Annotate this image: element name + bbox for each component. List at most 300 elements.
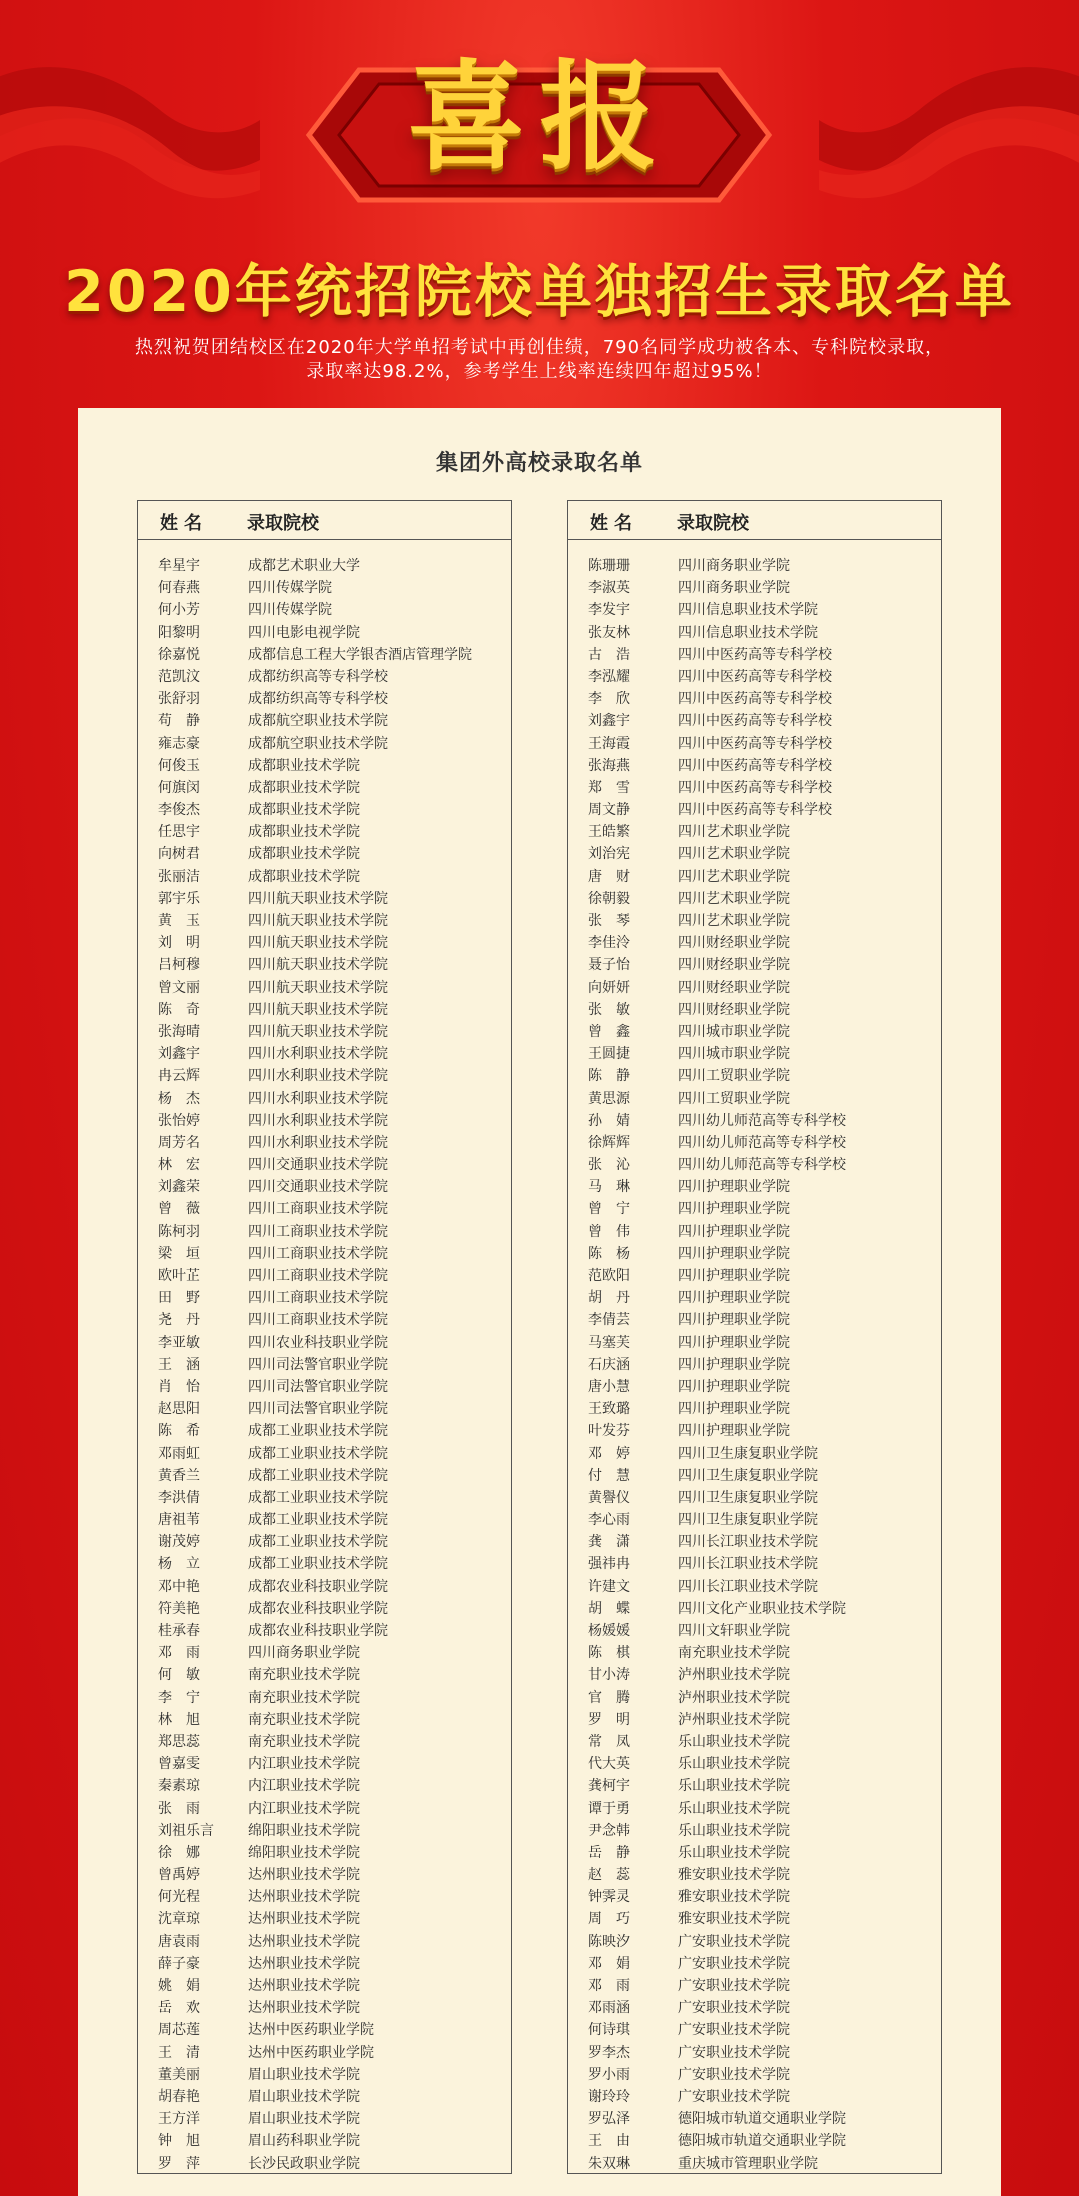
table-row: [568, 1463, 941, 1485]
table-row: [568, 731, 941, 753]
table-row: [138, 1374, 511, 1396]
student-name: 刘鑫荣: [158, 1179, 200, 1196]
admitted-school: 四川水利职业技术学院: [248, 1068, 388, 1085]
student-name: 陈映汐: [588, 1933, 630, 1950]
table-row: [568, 1574, 941, 1596]
admitted-school: 四川商务职业学院: [248, 1645, 360, 1662]
admitted-school: 雅安职业技术学院: [678, 1867, 790, 1884]
admitted-school: 成都工业职业技术学院: [248, 1489, 388, 1506]
admitted-school: 四川护理职业学院: [678, 1378, 790, 1395]
table-row: [138, 1662, 511, 1684]
admitted-school: 四川工商职业技术学院: [248, 1268, 388, 1284]
student-name: 尹念韩: [588, 1822, 630, 1839]
student-name: 李洪倩: [158, 1489, 200, 1506]
student-name: 何小芳: [158, 602, 200, 619]
table-row: [138, 1973, 511, 1995]
admitted-school: 广安职业技术学院: [678, 2088, 790, 2105]
table-row: [568, 797, 941, 819]
admitted-school: 四川工商职业技术学院: [248, 1312, 388, 1329]
table-row: [568, 1174, 941, 1196]
student-name: 薛子豪: [158, 1955, 200, 1972]
student-name: 罗 明: [588, 1711, 630, 1728]
student-name: 胡 蝶: [588, 1600, 630, 1617]
table-row: [138, 708, 511, 730]
table-row: [568, 1818, 941, 1840]
table-row: [568, 1840, 941, 1862]
student-name: 龚 潇: [588, 1534, 630, 1551]
table-row: [568, 2106, 941, 2128]
admitted-school: 广安职业技术学院: [678, 1955, 790, 1972]
table-row: [138, 553, 511, 575]
school-column-header: 录取院校: [247, 513, 319, 534]
table-row: [138, 1418, 511, 1440]
student-name: 常 凤: [588, 1733, 630, 1750]
table-row: [568, 1063, 941, 1085]
admitted-school: 四川艺术职业学院: [678, 890, 790, 907]
student-name: 郑 雪: [588, 779, 630, 796]
table-row: [138, 841, 511, 863]
table-row: [568, 1551, 941, 1573]
admitted-school: 泸州职业技术学院: [678, 1711, 790, 1728]
admitted-school: 重庆城市管理职业学院: [678, 2155, 818, 2172]
student-name: 谭于勇: [588, 1800, 630, 1817]
student-name: 曾文丽: [158, 979, 200, 996]
student-name: 王皓繁: [588, 824, 630, 841]
admitted-school: 四川财经职业学院: [678, 979, 790, 996]
table-row: [138, 1307, 511, 1329]
admitted-school: 成都艺术职业大学: [248, 558, 360, 574]
name-column-header: 姓名: [590, 513, 638, 534]
table-row: [138, 1751, 511, 1773]
table-row: [568, 753, 941, 775]
admitted-school: 四川护理职业学院: [678, 1401, 790, 1418]
table-row: [568, 1041, 941, 1063]
table-row: [568, 1241, 941, 1263]
table-row: [138, 686, 511, 708]
admitted-school: 乐山职业技术学院: [678, 1800, 790, 1817]
admitted-school: 四川城市职业学院: [678, 1023, 790, 1040]
student-name: 王海霞: [588, 735, 630, 752]
student-name: 杨 杰: [158, 1090, 200, 1107]
student-name: 陈柯羽: [158, 1223, 200, 1240]
table-row: [138, 2128, 511, 2150]
table-row: [568, 1995, 941, 2017]
student-name: 邓雨虹: [158, 1445, 200, 1462]
student-name: 张 敏: [588, 1001, 630, 1018]
table-row: [138, 1019, 511, 1041]
student-name: 唐 财: [588, 868, 630, 885]
table-row: [568, 1196, 941, 1218]
table-row: [138, 1818, 511, 1840]
table-row: [568, 620, 941, 642]
admitted-school: 四川护理职业学院: [678, 1223, 790, 1240]
student-name: 李发宇: [588, 602, 630, 619]
table-row: [568, 2062, 941, 2084]
admitted-school: 四川护理职业学院: [678, 1245, 790, 1262]
student-name: 尧 丹: [158, 1312, 200, 1329]
student-name: 欧叶芷: [158, 1268, 200, 1284]
admitted-school: 四川护理职业学院: [678, 1334, 790, 1351]
table-row: [568, 553, 941, 575]
table-row: [138, 2040, 511, 2062]
student-name: 周文静: [588, 802, 630, 819]
student-name: 王 由: [588, 2133, 630, 2150]
student-name: 陈 棋: [588, 1645, 630, 1662]
student-name: 赵思阳: [158, 1401, 200, 1418]
admitted-school: 成都职业技术学院: [248, 824, 360, 841]
table-row: [138, 797, 511, 819]
table-row: [138, 930, 511, 952]
student-name: 罗小雨: [588, 2066, 630, 2083]
student-name: 范欧阳: [588, 1268, 630, 1284]
table-row: [568, 1108, 941, 1130]
table-row: [138, 642, 511, 664]
student-name: 何春燕: [158, 580, 200, 597]
admitted-school: 四川交通职业技术学院: [248, 1157, 388, 1174]
table-row: [568, 1707, 941, 1729]
student-name: 李 欣: [588, 691, 630, 708]
table-row: [568, 1507, 941, 1529]
student-name: 胡春艳: [158, 2088, 200, 2105]
table-row: [138, 575, 511, 597]
student-name: 唐祖苇: [158, 1512, 200, 1529]
table-header: [568, 501, 941, 540]
table-row: [138, 1596, 511, 1618]
student-name: 李泓耀: [588, 668, 630, 685]
student-name: 李淑英: [588, 580, 630, 597]
admitted-school: 四川中医药高等专科学校: [678, 757, 832, 774]
table-row: [568, 575, 941, 597]
admitted-school: 四川航天职业技术学院: [248, 890, 388, 907]
admitted-school: 四川水利职业技术学院: [248, 1046, 388, 1063]
admitted-school: 达州职业技术学院: [248, 1867, 360, 1884]
table-row: [568, 1086, 941, 1108]
student-name: 张海晴: [158, 1023, 200, 1040]
admitted-school: 四川文轩职业学院: [678, 1623, 790, 1639]
admitted-school: 四川中医药高等专科学校: [678, 691, 832, 708]
admitted-school: 四川司法警官职业学院: [248, 1356, 388, 1373]
admitted-school: 四川幼儿师范高等专科学校: [678, 1112, 846, 1129]
student-name: 钟 旭: [158, 2133, 200, 2150]
table-row: [568, 1951, 941, 1973]
admitted-school: 四川卫生康复职业学院: [678, 1467, 818, 1484]
student-name: 徐嘉悦: [158, 646, 200, 663]
admitted-school: 四川护理职业学院: [678, 1312, 790, 1329]
table-row: [568, 1130, 941, 1152]
student-name: 何 敏: [158, 1667, 200, 1684]
table-row: [568, 1263, 941, 1285]
table-row: [568, 1019, 941, 1041]
student-name: 范凯汶: [158, 668, 200, 685]
admitted-school: 四川财经职业学院: [678, 957, 790, 974]
table-row: [138, 2017, 511, 2039]
table-row: [138, 1529, 511, 1551]
admitted-school: 南充职业技术学院: [248, 1667, 360, 1684]
admitted-school: 广安职业技术学院: [678, 2000, 790, 2017]
admitted-school: 成都职业技术学院: [248, 802, 360, 819]
table-row: [138, 1130, 511, 1152]
table-row: [568, 597, 941, 619]
table-row: [138, 1152, 511, 1174]
student-name: 王致璐: [588, 1401, 630, 1418]
admitted-school: 内江职业技术学院: [248, 1800, 360, 1817]
admitted-school: 四川卫生康复职业学院: [678, 1445, 818, 1462]
student-name: 阳黎明: [158, 624, 200, 641]
table-row: [138, 2151, 511, 2173]
student-name: 邓 雨: [588, 1978, 630, 1994]
student-name: 岳 静: [588, 1844, 630, 1861]
table-row: [568, 819, 941, 841]
admitted-school: 广安职业技术学院: [678, 2066, 790, 2083]
admitted-school: 四川卫生康复职业学院: [678, 1512, 818, 1529]
admitted-school: 广安职业技术学院: [678, 2044, 790, 2061]
table-row: [138, 1840, 511, 1862]
admitted-school: 乐山职业技术学院: [678, 1844, 790, 1861]
table-row: [568, 1219, 941, 1241]
student-name: 曾 伟: [588, 1223, 630, 1240]
admitted-school: 泸州职业技术学院: [678, 1689, 790, 1706]
student-name: 谢玲玲: [588, 2088, 630, 2105]
student-name: 林 宏: [158, 1157, 200, 1174]
admitted-school: 四川水利职业技术学院: [248, 1112, 388, 1129]
admitted-school: 成都航空职业技术学院: [248, 735, 388, 752]
table-row: [568, 664, 941, 686]
table-row: [138, 2084, 511, 2106]
admitted-school: 四川航天职业技术学院: [248, 957, 388, 974]
table-row: [138, 1995, 511, 2017]
table-row: [568, 975, 941, 997]
admitted-school: 成都纺织高等专科学校: [248, 691, 388, 708]
student-name: 孙 婧: [588, 1112, 630, 1129]
admitted-school: 雅安职业技术学院: [678, 1911, 790, 1928]
student-name: 刘 明: [158, 935, 200, 952]
table-row: [568, 1773, 941, 1795]
student-name: 周芯莲: [158, 2022, 200, 2039]
table-row: [138, 1773, 511, 1795]
table-row: [568, 686, 941, 708]
table-row: [138, 1551, 511, 1573]
student-name: 张 琴: [588, 913, 630, 929]
student-name: 秦素琼: [158, 1778, 200, 1795]
table-row: [138, 664, 511, 686]
right-rows: [568, 553, 941, 2173]
table-row: [568, 908, 941, 930]
table-row: [568, 1796, 941, 1818]
admitted-school: 四川艺术职业学院: [678, 868, 790, 885]
student-name: 徐辉辉: [588, 1134, 630, 1151]
student-name: 向妍妍: [588, 979, 630, 996]
table-row: [568, 1618, 941, 1640]
student-name: 沈章琼: [158, 1911, 200, 1928]
student-name: 邓 婷: [588, 1445, 630, 1462]
admitted-school: 南充职业技术学院: [248, 1711, 360, 1728]
table-row: [568, 1485, 941, 1507]
panel-title: 集团外高校录取名单: [435, 451, 643, 476]
admitted-school: 眉山职业技术学院: [248, 2066, 360, 2083]
student-name: 曾禹婷: [158, 1867, 200, 1884]
table-row: [138, 908, 511, 930]
student-name: 郑思蕊: [158, 1733, 200, 1750]
student-name: 王 涵: [158, 1356, 200, 1373]
table-row: [568, 1929, 941, 1951]
table-row: [138, 1707, 511, 1729]
admitted-school: 四川中医药高等专科学校: [678, 802, 832, 819]
admitted-school: 四川工商职业技术学院: [248, 1201, 388, 1218]
name-column-header: 姓名: [160, 513, 208, 534]
admitted-school: 四川工商职业技术学院: [248, 1245, 388, 1262]
admitted-school: 四川中医药高等专科学校: [678, 646, 832, 663]
right-admission-table: [567, 500, 942, 2174]
admitted-school: 四川水利职业技术学院: [248, 1134, 388, 1151]
student-name: 张海燕: [588, 757, 630, 774]
admitted-school: 四川护理职业学院: [678, 1423, 790, 1440]
admitted-school: 达州职业技术学院: [248, 1889, 360, 1906]
admitted-school: 四川司法警官职业学院: [248, 1378, 388, 1395]
admitted-school: 四川电影电视学院: [248, 624, 360, 641]
admitted-school: 长沙民政职业学院: [248, 2155, 360, 2172]
student-name: 徐朝毅: [588, 890, 630, 907]
student-name: 吕柯穆: [158, 957, 200, 974]
student-name: 张怡婷: [158, 1112, 200, 1129]
table-row: [568, 2040, 941, 2062]
admitted-school: 眉山职业技术学院: [248, 2088, 360, 2105]
table-row: [138, 1396, 511, 1418]
admitted-school: 四川财经职业学院: [678, 935, 790, 952]
admitted-school: 成都信息工程大学银杏酒店管理学院: [248, 646, 472, 663]
student-name: 陈 奇: [158, 1001, 200, 1018]
page-headline: 2020年统招院校单独招生录取名单: [64, 259, 1015, 325]
table-row: [568, 886, 941, 908]
table-row: [138, 1196, 511, 1218]
table-row: [138, 1685, 511, 1707]
table-row: [568, 1441, 941, 1463]
table-row: [138, 952, 511, 974]
student-name: 郭宇乐: [158, 890, 200, 907]
table-row: [138, 1086, 511, 1108]
student-name: 曾 宁: [588, 1201, 630, 1218]
admitted-school: 成都航空职业技术学院: [248, 713, 388, 730]
student-name: 杨媛媛: [588, 1623, 630, 1639]
table-row: [138, 1884, 511, 1906]
student-name: 马塞芙: [588, 1334, 630, 1351]
admitted-school: 四川农业科技职业学院: [248, 1334, 388, 1351]
table-row: [568, 1396, 941, 1418]
admitted-school: 四川商务职业学院: [678, 558, 790, 574]
admitted-school: 雅安职业技术学院: [678, 1889, 790, 1906]
student-name: 李佳泠: [588, 935, 630, 952]
table-row: [568, 2084, 941, 2106]
student-name: 马 琳: [588, 1179, 630, 1196]
admitted-school: 四川航天职业技术学院: [248, 1001, 388, 1018]
student-name: 雍志豪: [158, 735, 200, 752]
admitted-school: 达州职业技术学院: [248, 2000, 360, 2017]
student-name: 刘治宪: [588, 846, 630, 863]
admitted-school: 四川中医药高等专科学校: [678, 779, 832, 796]
student-name: 周芳名: [158, 1134, 200, 1151]
table-row: [138, 1352, 511, 1374]
subtitle-line-1: 热烈祝贺团结校区在2020年大学单招考试中再创佳绩，790名同学成功被各本、专科院校录取，: [134, 337, 945, 358]
table-row: [568, 2128, 941, 2150]
student-name: 强祎冉: [588, 1556, 630, 1573]
table-row: [138, 1285, 511, 1307]
table-row: [138, 975, 511, 997]
table-row: [138, 1263, 511, 1285]
table-row: [138, 1108, 511, 1130]
table-row: [568, 1285, 941, 1307]
table-row: [568, 1352, 941, 1374]
table-row: [568, 1596, 941, 1618]
table-row: [138, 1441, 511, 1463]
student-name: 向树君: [158, 846, 200, 863]
table-row: [568, 1884, 941, 1906]
student-name: 唐袁雨: [158, 1933, 200, 1950]
student-name: 徐 娜: [158, 1844, 200, 1861]
table-row: [568, 1973, 941, 1995]
table-row: [568, 1640, 941, 1662]
admitted-school: 绵阳职业技术学院: [248, 1822, 360, 1839]
table-row: [138, 620, 511, 642]
table-row: [568, 1906, 941, 1928]
table-row: [568, 2017, 941, 2039]
student-name: 张 沁: [588, 1157, 630, 1174]
admitted-school: 四川护理职业学院: [678, 1268, 790, 1284]
admitted-school: 四川长江职业技术学院: [678, 1578, 818, 1595]
admitted-school: 四川传媒学院: [248, 602, 332, 619]
admitted-school: 乐山职业技术学院: [678, 1822, 790, 1839]
student-name: 古 浩: [588, 646, 630, 663]
table-row: [138, 886, 511, 908]
admitted-school: 四川水利职业技术学院: [248, 1090, 388, 1107]
admitted-school: 四川艺术职业学院: [678, 913, 790, 929]
admitted-school: 成都职业技术学院: [248, 846, 360, 863]
admitted-school: 四川航天职业技术学院: [248, 935, 388, 952]
student-name: 黄譽仪: [588, 1489, 630, 1506]
table-row: [138, 997, 511, 1019]
table-row: [138, 1507, 511, 1529]
student-name: 胡 丹: [588, 1290, 630, 1307]
student-name: 林 旭: [158, 1711, 200, 1728]
admitted-school: 成都工业职业技术学院: [248, 1467, 388, 1484]
admitted-school: 达州中医药职业学院: [248, 2044, 374, 2061]
student-name: 苟 静: [158, 713, 200, 730]
admitted-school: 四川中医药高等专科学校: [678, 713, 832, 730]
table-row: [138, 1330, 511, 1352]
student-name: 王圆捷: [588, 1046, 630, 1063]
admitted-school: 成都工业职业技术学院: [248, 1556, 388, 1573]
table-row: [568, 1152, 941, 1174]
student-name: 董美丽: [158, 2066, 200, 2083]
admitted-school: 四川中医药高等专科学校: [678, 735, 832, 752]
student-name: 刘鑫宇: [158, 1046, 200, 1063]
admitted-school: 成都农业科技职业学院: [248, 1600, 388, 1617]
admitted-school: 成都职业技术学院: [248, 868, 360, 885]
admitted-school: 广安职业技术学院: [678, 1978, 790, 1994]
admitted-school: 广安职业技术学院: [678, 2022, 790, 2039]
admitted-school: 四川工贸职业学院: [678, 1090, 790, 1107]
student-name: 张舒羽: [158, 691, 200, 708]
admitted-school: 内江职业技术学院: [248, 1756, 360, 1773]
table-row: [568, 1529, 941, 1551]
table-row: [138, 2106, 511, 2128]
table-row: [138, 1219, 511, 1241]
admitted-school: 四川中医药高等专科学校: [678, 668, 832, 685]
student-name: 许建文: [588, 1578, 630, 1595]
admitted-school: 成都工业职业技术学院: [248, 1423, 388, 1440]
admitted-school: 成都工业职业技术学院: [248, 1512, 388, 1529]
admitted-school: 南充职业技术学院: [678, 1645, 790, 1662]
student-name: 邓 娟: [588, 1955, 630, 1972]
student-name: 官 腾: [588, 1689, 630, 1706]
